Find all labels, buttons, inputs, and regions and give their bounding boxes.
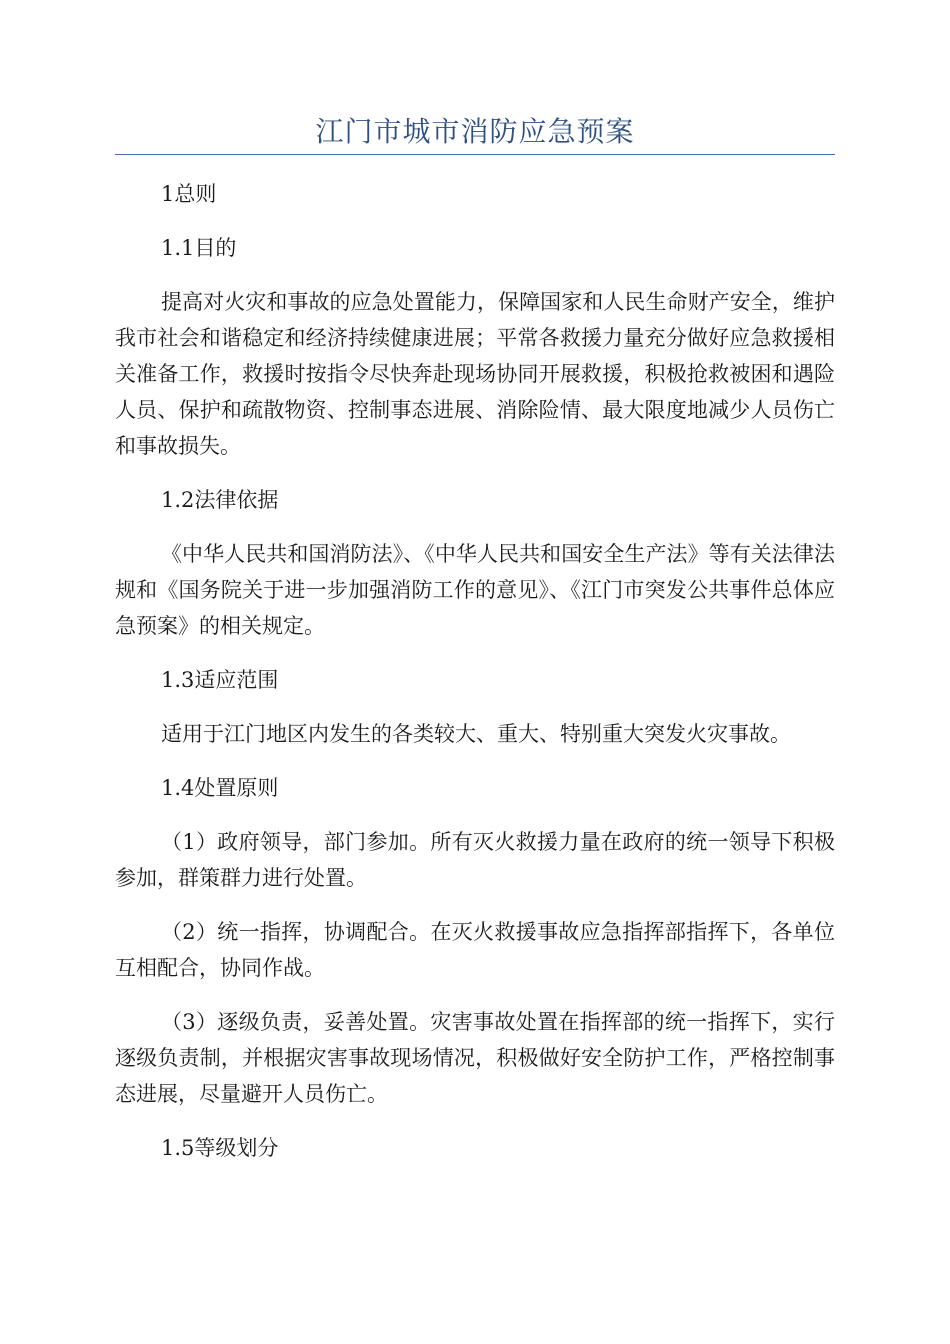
section-heading-1-3: 1.3适应范围 [161, 668, 279, 692]
title-underline [115, 154, 835, 155]
paragraph-legal-basis: 《中华人民共和国消防法》、《中华人民共和国安全生产法》等有关法律法规和《国务院关于进一步加强消防工作的意见》、《江门市突发公共事件总体应急预案》的相关规定。 [115, 542, 835, 638]
section-heading-1: 1总则 [161, 182, 217, 206]
paragraph-purpose: 提高对火灾和事故的应急处置能力，保障国家和人民生命财产安全，维护我市社会和谐稳定和经济持续健康进展；平常各救援力量充分做好应急救援相关准备工作，救援时按指令尽快奔赴现场协同开展救援，积极抢救被困和遇险人员、保护和疏散物资、控制事态进展、消除险情、最大限度地减少人员伤亡和事故损失。 [115, 290, 835, 458]
document-title: 江门市城市消防应急预案 [315, 115, 635, 148]
section-heading-1-1: 1.1目的 [161, 236, 237, 260]
document-body [115, 176, 835, 1166]
paragraph-principle-3: （3）逐级负责，妥善处置。灾害事故处置在指挥部的统一指挥下，实行逐级负责制，并根据灾害事故现场情况，积极做好安全防护工作，严格控制事态进展，尽量避开人员伤亡。 [115, 1010, 835, 1106]
section-heading-1-5: 1.5等级划分 [161, 1136, 279, 1160]
section-heading-1-4: 1.4处置原则 [161, 776, 279, 800]
section-heading-1-2: 1.2法律依据 [161, 488, 279, 512]
paragraph-scope: 适用于江门地区内发生的各类较大、重大、特别重大突发火灾事故。 [161, 722, 791, 746]
paragraph-principle-1: （1）政府领导，部门参加。所有灭火救援力量在政府的统一领导下积极参加，群策群力进行处置。 [115, 830, 835, 890]
paragraph-principle-2: （2）统一指挥，协调配合。在灭火救援事故应急指挥部指挥下，各单位互相配合，协同作战。 [115, 920, 835, 980]
